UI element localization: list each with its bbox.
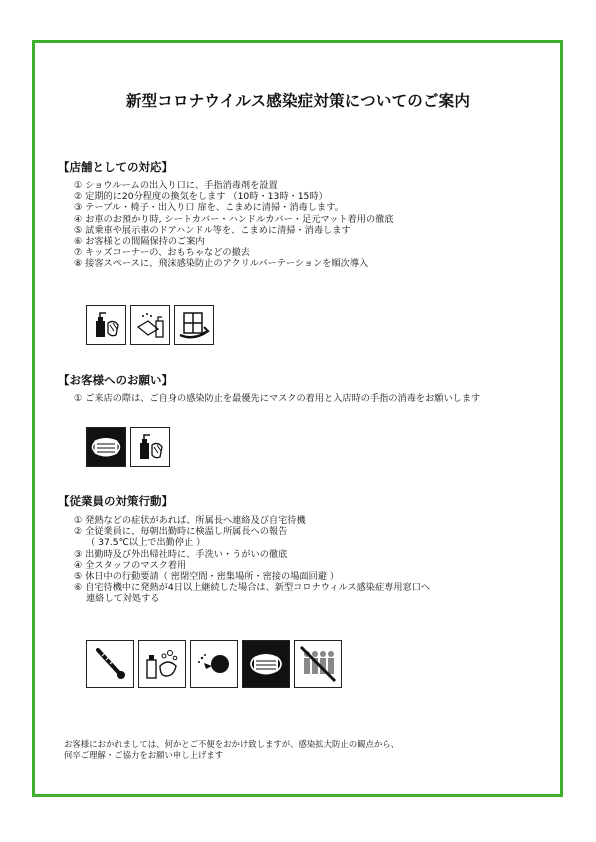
list-item: 連絡して対処する bbox=[86, 593, 160, 605]
customer-section-heading: 【お客様へのお願い】 bbox=[58, 373, 173, 387]
page-title: 新型コロナウイルス感染症対策についてのご案内 bbox=[125, 92, 471, 110]
gargle-icon bbox=[190, 640, 238, 688]
customer-icons bbox=[86, 427, 170, 467]
list-item: ① 発熱などの症状があれば、所属長へ連絡及び自宅待機 bbox=[74, 515, 306, 526]
customer-requests-list bbox=[74, 393, 480, 404]
store-icons bbox=[86, 305, 214, 345]
list-item: ⑦ キッズコーナーの、おもちゃなどの撤去 bbox=[74, 247, 250, 259]
window-ventilation-icon bbox=[174, 305, 214, 345]
closing-line: お客様におかれましては、何かとご不便をおかけ致しますが、感染拡大防止の観点から、 bbox=[64, 739, 399, 749]
list-item: ⑧ 接客スペースに、飛沫感染防止のアクリルパーテーションを順次導入 bbox=[74, 258, 369, 270]
closing-message bbox=[64, 739, 399, 761]
list-item: ② 定期的に20分程度の換気をします （10時・13時・15時） bbox=[74, 191, 328, 203]
list-item: ⑥ 自宅待機中に発熱が4日以上継続した場合は、新型コロナウィルス感染症専用窓口へ bbox=[74, 582, 431, 594]
list-item: ③ テーブル・椅子・出入り口 扉を、こまめに清掃・消毒します。 bbox=[74, 202, 344, 214]
store-section-heading: 【店舗としての対応】 bbox=[58, 160, 173, 174]
list-item: ① ご来店の際は、ご自身の感染防止を最優先にマスクの着用と入店時の手指の消毒をお願いします bbox=[74, 393, 481, 404]
staff-actions-list bbox=[74, 515, 430, 605]
staff-section-heading: 【従業員の対策行動】 bbox=[58, 494, 173, 508]
face-mask-icon bbox=[86, 427, 126, 467]
list-item: ⑥ お客様との間隔保持のご案内 bbox=[74, 236, 205, 248]
list-item: （ 37.5℃以上で出勤停止 ） bbox=[86, 537, 206, 549]
list-item: ① ショウルームの出入り口に、手指消毒剤を設置 bbox=[74, 180, 278, 191]
cleaning-spray-icon bbox=[130, 305, 170, 345]
thermometer-icon bbox=[86, 640, 134, 688]
hand-sanitizer-icon bbox=[86, 305, 126, 345]
no-crowds-icon bbox=[294, 640, 342, 688]
face-mask-icon bbox=[242, 640, 290, 688]
hand-sanitizer-icon bbox=[130, 427, 170, 467]
store-measures-list bbox=[74, 180, 394, 270]
list-item: ② 全従業員に、毎朝出勤時に検温し所属長への報告 bbox=[74, 526, 288, 538]
hand-washing-icon bbox=[138, 640, 186, 688]
list-item: ⑤ 休日中の行動要請（ 密閉空間・密集場所・密接の場面回避 ） bbox=[74, 571, 340, 583]
closing-line: 何卒ご理解・ご協力をお願い申し上げます bbox=[64, 750, 224, 760]
list-item: ④ お車のお預かり時, シートカバー・ハンドルカバー・足元マット着用の徹底 bbox=[74, 213, 394, 225]
list-item: ③ 出勤時及び外出帰社時に、手洗い・うがいの徹底 bbox=[74, 548, 288, 560]
list-item: ⑤ 試乗車や展示車のドアハンドル等を、こまめに清掃・消毒します bbox=[74, 224, 351, 236]
staff-icons bbox=[86, 640, 342, 688]
list-item: ④ 全スタッフのマスク着用 bbox=[74, 559, 187, 571]
